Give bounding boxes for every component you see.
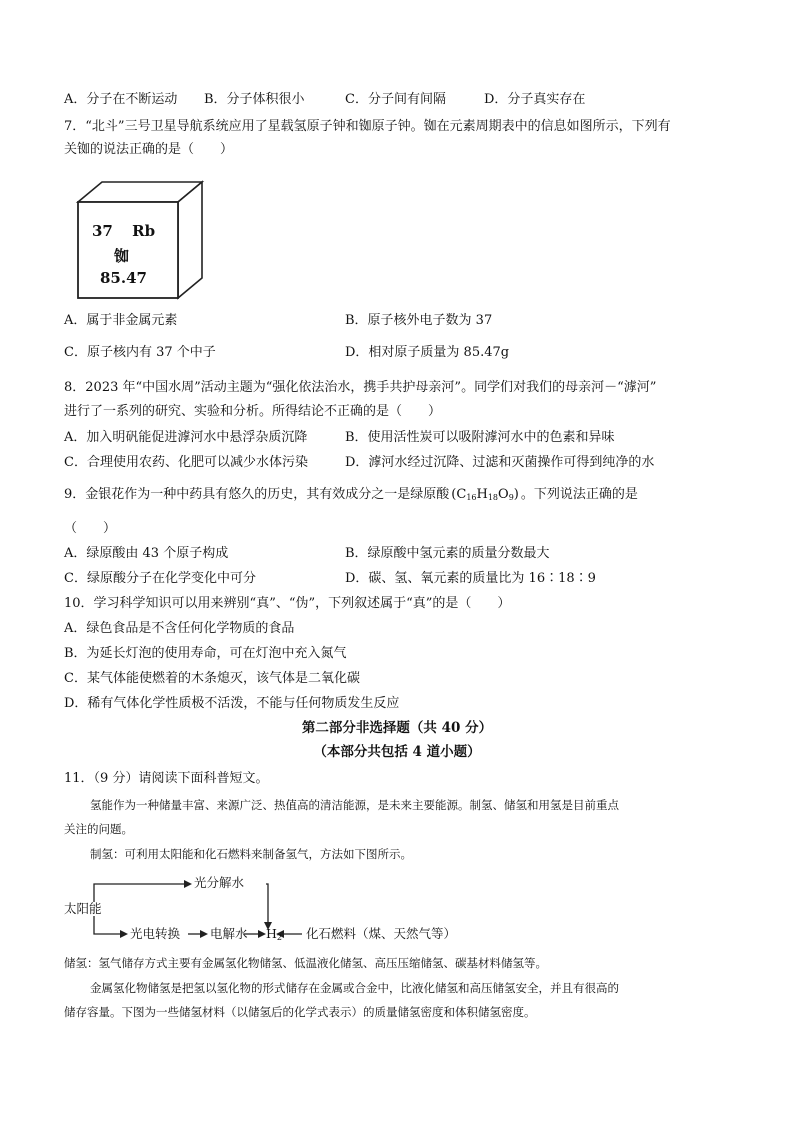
q6-option-d: D．分子真实存在 xyxy=(484,92,586,107)
q9-stem-tail: 。下列说法正确的是 xyxy=(520,487,638,502)
diagram-h2 xyxy=(266,928,282,942)
part2-title: 第二部分非选择题（共 40 分） xyxy=(301,720,493,736)
q8-option-d: D．滹河水经过沉降、过滤和灭菌操作可得到纯净的水 xyxy=(345,455,655,470)
q7-stem-line2: 关铷的说法正确的是（ ） xyxy=(64,142,234,157)
q6-option-b: B．分子体积很小 xyxy=(204,92,305,107)
q7-option-b: B．原子核外电子数为 37 xyxy=(345,313,493,328)
diagram-solar: 太阳能 xyxy=(64,901,102,916)
q11-paragraph1-line2: 关注的问题。 xyxy=(64,822,133,836)
diagram-fossil: 化石燃料（煤、天然气等） xyxy=(306,926,457,941)
q7-stem-line1: 7．“北斗”三号卫星导航系统应用了星载氢原子钟和铷原子钟。铷在元素周期表中的信息如图所示，下列有 xyxy=(64,119,671,134)
element-name: 铷 xyxy=(114,247,130,265)
q10-option-a: A．绿色食品是不含任何化学物质的食品 xyxy=(64,621,295,636)
element-atomic-mass: 85.47 xyxy=(100,269,147,287)
hydrogen-production-diagram xyxy=(62,872,482,950)
element-symbol: Rb xyxy=(132,222,156,240)
q11-paragraph1-line1: 氢能作为一种储量丰富、来源广泛、热值高的清洁能源，是未来主要能源。制氢、储氢和用氢是目前重点 xyxy=(90,798,619,812)
q11-paragraph3: 储氢：氢气储存方式主要有金属氢化物储氢、低温液化储氢、高压压缩储氢、碳基材料储氢等。 xyxy=(64,956,547,970)
element-atomic-number: 37 xyxy=(92,222,113,240)
q8-option-b: B．使用活性炭可以吸附滹河水中的色素和异味 xyxy=(345,430,615,445)
q6-option-a: A．分子在不断运动 xyxy=(64,92,178,107)
formula-o-sub: 9 xyxy=(508,493,514,502)
q9-paren: （ ） xyxy=(64,521,117,536)
q8-stem-line1: 8．2023 年“中国水周”活动主题为“强化依法治水，携手共护母亲河”。同学们对我们的母亲河－“滹河” xyxy=(64,380,657,395)
formula-h-sub: 18 xyxy=(487,493,499,502)
diagram-photoelectric: 光电转换 xyxy=(130,926,181,941)
q10-option-d: D．稀有气体化学性质极不活泼，不能与任何物质发生反应 xyxy=(64,696,400,711)
q6-option-c: C．分子间有间隔 xyxy=(345,92,446,107)
q9-stem-text: 9．金银花作为一种中药具有悠久的历史，其有效成分之一是绿原酸 xyxy=(64,487,450,502)
periodic-element-cube xyxy=(70,178,210,303)
q9-stem-line1 xyxy=(64,488,638,502)
formula-o: O xyxy=(498,487,509,502)
q7-option-d: D．相对原子质量为 85.47g xyxy=(345,345,510,360)
q10-stem: 10．学习科学知识可以用来辨别“真”、“伪”，下列叙述属于“真”的是（ ） xyxy=(64,596,511,611)
formula-h: H xyxy=(476,487,488,502)
formula-c: C xyxy=(456,487,467,502)
part2-subtitle: （本部分共包括 4 道小题） xyxy=(313,744,481,760)
q7-option-a: A．属于非金属元素 xyxy=(64,313,178,328)
diagram-photolysis: 光分解水 xyxy=(194,875,245,890)
q7-option-c: C．原子核内有 37 个中子 xyxy=(64,345,216,360)
q11-paragraph2: 制氢：可利用太阳能和化石燃料来制备氢气，方法如下图所示。 xyxy=(90,847,412,861)
q9-option-c: C．绿原酸分子在化学变化中可分 xyxy=(64,571,256,586)
diagram-electrolysis: 电解水 xyxy=(210,926,248,941)
q9-option-a: A．绿原酸由 43 个原子构成 xyxy=(64,546,229,561)
formula-c-sub: 16 xyxy=(466,493,477,502)
q9-option-b: B．绿原酸中氢元素的质量分数最大 xyxy=(345,546,550,561)
h2-symbol: H xyxy=(266,926,277,941)
q8-option-a: A．加入明矾能促进滹河水中悬浮杂质沉降 xyxy=(64,430,308,445)
q8-stem-line2: 进行了一系列的研究、实验和分析。所得结论不正确的是（ ） xyxy=(64,404,442,419)
q11-stem: 11．（9 分）请阅读下面科普短文。 xyxy=(64,771,269,786)
q10-option-b: B．为延长灯泡的使用寿命，可在灯泡中充入氮气 xyxy=(64,646,347,661)
q11-paragraph4-line1: 金属氢化物储氢是把氢以氢化物的形式储存在金属或合金中，比液化储氢和高压储氢安全，并且有很高的 xyxy=(90,981,619,995)
h2-subscript: 2 xyxy=(276,933,282,942)
q9-formula: $(C_{16}H_{18}O_9)$ xyxy=(451,487,519,502)
q11-paragraph4-line2: 储存容量。下图为一些储氢材料（以储氢后的化学式表示）的质量储氢密度和体积储氢密度。 xyxy=(64,1005,536,1019)
q8-option-c: C．合理使用农药、化肥可以减少水体污染 xyxy=(64,455,308,470)
q9-option-d: D．碳、氢、氧元素的质量比为 16∶18∶9 xyxy=(345,571,596,586)
q10-option-c: C．某气体能使燃着的木条熄灭，该气体是二氧化碳 xyxy=(64,671,360,686)
